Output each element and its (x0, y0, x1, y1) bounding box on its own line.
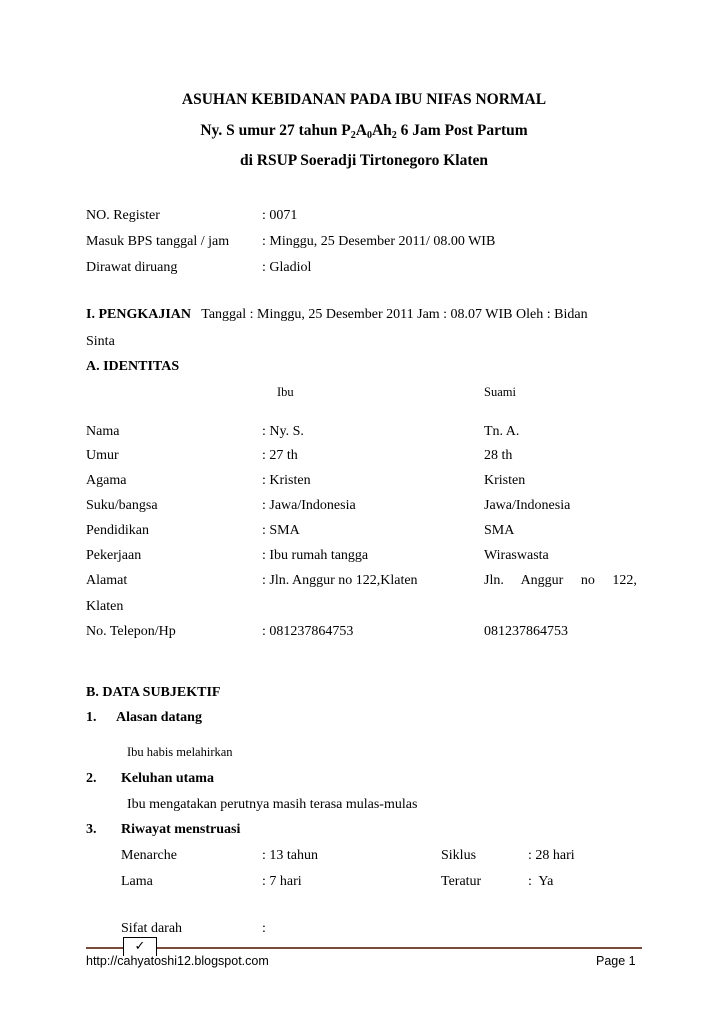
identitas-suami: Jawa/Indonesia (484, 498, 571, 513)
identitas-ibu: : Ny. S. (262, 424, 304, 439)
identitas-ibu: : SMA (262, 523, 300, 538)
dirawat-value: : Gladiol (262, 260, 312, 275)
identitas-suami: Kristen (484, 473, 526, 488)
register-label: NO. Register (86, 208, 160, 223)
doc-location: di RSUP Soeradji Tirtonegoro Klaten (239, 152, 488, 169)
item-number: 2. (86, 771, 97, 786)
identitas-label: Klaten (86, 599, 124, 614)
identitas-label: Alamat (86, 573, 128, 588)
pengkajian-heading: I. PENGKAJIAN (86, 307, 192, 322)
identitas-suami: 081237864753 (484, 624, 568, 639)
identitas-label: Pekerjaan (86, 548, 142, 563)
identitas-ibu: : 27 th (262, 448, 298, 463)
doc-title: ASUHAN KEBIDANAN PADA IBU NIFAS NORMAL (181, 91, 547, 108)
subjektif-heading: B. DATA SUBJEKTIF (86, 685, 221, 700)
item-number: 3. (86, 822, 97, 837)
item-title: Keluhan utama (121, 771, 214, 786)
identitas-label: Pendidikan (86, 523, 149, 538)
menstruasi-label2: Siklus (441, 848, 477, 863)
footer-url: http://cahyatoshi12.blogspot.com (86, 954, 269, 968)
identitas-ibu: : 081237864753 (262, 624, 354, 639)
sifat-darah-label: Sifat darah (121, 921, 183, 936)
dirawat-label: Dirawat diruang (86, 260, 178, 275)
identitas-label: No. Telepon/Hp (86, 624, 176, 639)
item-text: Ibu habis melahirkan (127, 745, 233, 759)
identitas-ibu: : Jln. Anggur no 122,Klaten (262, 573, 418, 588)
menstruasi-value: : 7 hari (262, 874, 302, 889)
masuk-label: Masuk BPS tanggal / jam (86, 234, 230, 249)
menstruasi-value2: : 28 hari (528, 848, 575, 863)
masuk-value: : Minggu, 25 Desember 2011/ 08.00 WIB (262, 234, 496, 249)
item-title: Riwayat menstruasi (121, 822, 241, 837)
identitas-ibu: : Ibu rumah tangga (262, 548, 369, 563)
identitas-suami: Jln. Anggur no 122, (484, 573, 637, 588)
menstruasi-value: : 13 tahun (262, 848, 318, 863)
menstruasi-label: Lama (121, 874, 153, 889)
identitas-suami: SMA (484, 523, 515, 538)
identitas-heading: A. IDENTITAS (86, 359, 180, 374)
checkmark-box: ✓ (123, 937, 157, 956)
doc-subtitle: Ny. S umur 27 tahun $P_2A_0Ah_2$ 6 Jam Post Partum (200, 122, 528, 141)
menstruasi-label: Menarche (121, 848, 177, 863)
item-title: Alasan datang (116, 710, 202, 725)
identitas-label: Umur (86, 448, 119, 463)
pengkajian-cont: Sinta (86, 334, 115, 349)
item-number: 1. (86, 710, 97, 725)
identitas-ibu: : Kristen (262, 473, 311, 488)
menstruasi-label2: Teratur (441, 874, 482, 889)
identitas-label: Suku/bangsa (86, 498, 158, 513)
register-value: : 0071 (262, 208, 298, 223)
sifat-darah-value: : (262, 921, 266, 936)
identitas-label: Agama (86, 473, 127, 488)
identitas-ibu: : Jawa/Indonesia (262, 498, 356, 513)
footer-divider (86, 947, 642, 949)
menstruasi-value2: : Ya (528, 874, 554, 889)
identitas-suami: Wiraswasta (484, 548, 549, 563)
identitas-label: Nama (86, 424, 120, 439)
col-suami-header: Suami (484, 385, 516, 399)
identitas-suami: Tn. A. (484, 424, 520, 439)
col-ibu-header: Ibu (277, 385, 294, 399)
pengkajian-line: I. PENGKAJIAN Tanggal : Minggu, 25 Desember 2011 Jam : 08.07 WIB Oleh : Bidan (86, 307, 588, 322)
item-text: Ibu mengatakan perutnya masih terasa mulas-mulas (127, 797, 418, 812)
identitas-suami: 28 th (484, 448, 513, 463)
footer-page-number: Page 1 (596, 954, 636, 968)
